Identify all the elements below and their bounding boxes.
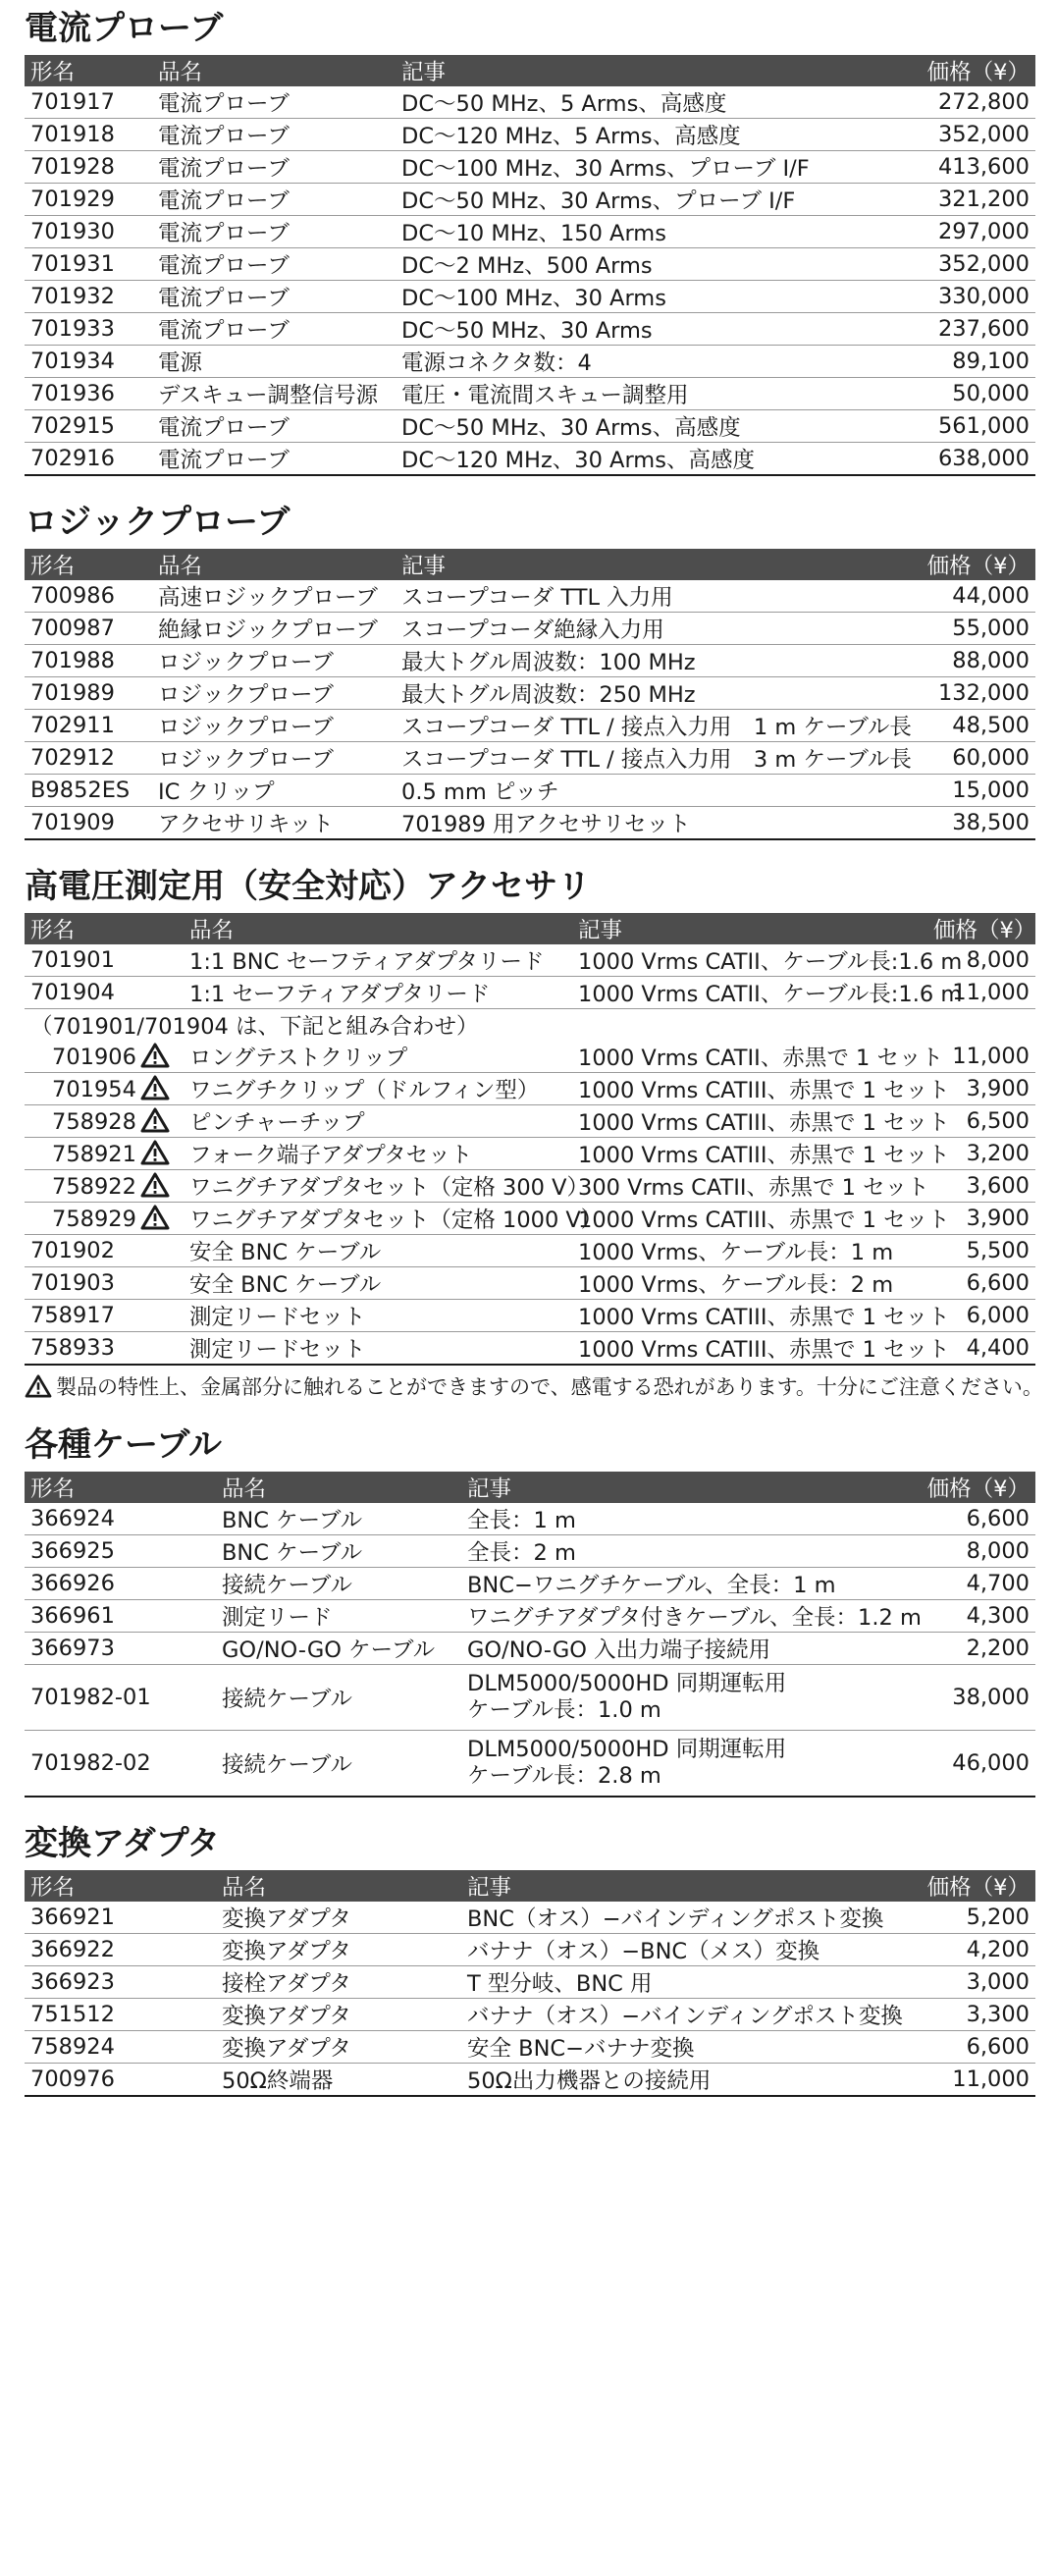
table-row	[25, 710, 1035, 742]
table-row	[25, 1138, 1035, 1170]
table-row	[25, 1902, 1035, 1934]
table-row	[25, 1170, 1035, 1203]
product-name: ロジックプローブ	[152, 710, 396, 742]
high-voltage-accessory-table	[25, 913, 1035, 1366]
model-number: 701982-02	[25, 1731, 216, 1798]
description-line-1: DLM5000/5000HD 同期運転用	[467, 1737, 787, 1762]
price: 413,600	[857, 151, 1035, 184]
description: 最大トグル周波数：250 MHz	[396, 677, 857, 710]
cable-table	[25, 1472, 1035, 1798]
product-name: 変換アダプタ	[216, 2031, 461, 2064]
description: 最大トグル周波数：100 MHz	[396, 645, 857, 677]
price: 5,200	[903, 1902, 1035, 1934]
table-row	[25, 1665, 1035, 1731]
product-name: 接続ケーブル	[216, 1731, 461, 1798]
price: 352,000	[857, 248, 1035, 281]
section-title: ロジックプローブ	[25, 503, 291, 542]
price: 48,500	[857, 710, 1035, 742]
col-header-description: 記事	[401, 554, 447, 579]
description-line-1: DLM5000/5000HD 同期運転用	[467, 1671, 787, 1696]
table-row	[25, 1999, 1035, 2031]
warning-triangle-icon	[140, 1140, 170, 1165]
table-row	[25, 677, 1035, 710]
catalog-page	[25, 0, 1043, 2097]
section-title: 電流プローブ	[25, 9, 224, 48]
section-title: 高電圧測定用（安全対応）アクセサリ	[25, 867, 591, 906]
product-name: ロジックプローブ	[152, 677, 396, 710]
description: 1000 Vrms、ケーブル長：1 m	[572, 1235, 927, 1267]
price: 55,000	[857, 613, 1035, 645]
col-header-name: 品名	[158, 60, 203, 85]
description: DC～2 MHz、500 Arms	[396, 248, 857, 281]
product-name: 50Ω終端器	[216, 2064, 461, 2097]
price: 8,000	[903, 1535, 1035, 1568]
col-header-price: 価格（¥）	[933, 918, 1036, 943]
col-header-price: 価格（¥）	[926, 60, 1030, 85]
model-number: 701917	[25, 86, 152, 119]
price: 132,000	[857, 677, 1035, 710]
table-row	[25, 1503, 1035, 1535]
product-name: ロングテストクリップ	[184, 1041, 572, 1073]
price: 561,000	[857, 410, 1035, 443]
price: 44,000	[857, 580, 1035, 613]
price: 5,500	[927, 1235, 1035, 1267]
model-number: 758917	[25, 1300, 184, 1332]
model-number: 366923	[25, 1966, 216, 1999]
warning-triangle-icon	[25, 1374, 52, 1398]
model-number-text: 701954	[52, 1077, 136, 1102]
table-row	[25, 281, 1035, 313]
model-number-text: 758922	[52, 1174, 136, 1200]
price: 6,600	[903, 1503, 1035, 1535]
col-header-model: 形名	[30, 918, 76, 943]
model-number: 701934	[25, 346, 152, 378]
model-number: 701988	[25, 645, 152, 677]
table-row	[25, 1300, 1035, 1332]
description: DC～120 MHz、5 Arms、高感度	[396, 119, 857, 151]
description: DC～50 MHz、30 Arms	[396, 313, 857, 346]
description: DC～50 MHz、30 Arms、高感度	[396, 410, 857, 443]
description: バナナ（オス）−BNC（メス）変換	[461, 1934, 903, 1966]
col-header-name: 品名	[158, 554, 203, 579]
model-number: 702911	[25, 710, 152, 742]
table-row	[25, 1235, 1035, 1267]
combo-note-row	[25, 1009, 1035, 1042]
product-name: ワニグチクリップ（ドルフィン型）	[184, 1073, 572, 1105]
description: DC～100 MHz、30 Arms	[396, 281, 857, 313]
model-number: 701982-01	[25, 1665, 216, 1731]
description: BNC（オス）−バインディングポスト変換	[461, 1902, 903, 1934]
table-row	[25, 1568, 1035, 1600]
model-number: 701929	[25, 184, 152, 216]
product-name: 安全 BNC ケーブル	[184, 1267, 572, 1300]
warning-triangle-icon	[140, 1205, 170, 1230]
price: 6,600	[903, 2031, 1035, 2064]
model-number: 701918	[25, 119, 152, 151]
table-row	[25, 775, 1035, 807]
price: 2,200	[903, 1633, 1035, 1665]
model-number	[25, 1041, 184, 1073]
description: 1000 Vrms、ケーブル長：2 m	[572, 1267, 927, 1300]
model-number-text: 758921	[52, 1142, 136, 1167]
model-number-text: 758928	[52, 1109, 136, 1135]
price: 3,000	[903, 1966, 1035, 1999]
model-number: 366924	[25, 1503, 216, 1535]
model-number: 701902	[25, 1235, 184, 1267]
table-row	[25, 977, 1035, 1009]
model-number	[25, 1170, 184, 1203]
model-number: 702915	[25, 410, 152, 443]
product-name: 絶縁ロジックプローブ	[152, 613, 396, 645]
description: 1000 Vrms CATII、ケーブル長:1.6 m	[572, 977, 927, 1009]
model-number: 701931	[25, 248, 152, 281]
price: 38,500	[857, 807, 1035, 840]
description: DC～50 MHz、30 Arms、プローブ I/F	[396, 184, 857, 216]
description: 300 Vrms CATII、赤黒で 1 セット	[572, 1170, 927, 1203]
col-header-description: 記事	[401, 60, 447, 85]
warning-triangle-icon	[140, 1172, 170, 1198]
table-header-row	[25, 549, 1035, 580]
product-name: 安全 BNC ケーブル	[184, 1235, 572, 1267]
price: 352,000	[857, 119, 1035, 151]
product-name: 電流プローブ	[152, 119, 396, 151]
product-name: 測定リードセット	[184, 1300, 572, 1332]
description: 安全 BNC−バナナ変換	[461, 2031, 903, 2064]
description: 電源コネクタ数：4	[396, 346, 857, 378]
description: スコープコーダ TTL 入力用	[396, 580, 857, 613]
table-row	[25, 313, 1035, 346]
model-number: B9852ES	[25, 775, 152, 807]
model-number: 701936	[25, 378, 152, 410]
description: 全長：2 m	[461, 1535, 903, 1568]
table-row	[25, 1332, 1035, 1366]
description: DC～120 MHz、30 Arms、高感度	[396, 443, 857, 476]
model-number: 366973	[25, 1633, 216, 1665]
table-row	[25, 346, 1035, 378]
model-number-text: 758929	[52, 1207, 136, 1232]
model-number: 702916	[25, 443, 152, 476]
price: 8,000	[927, 944, 1035, 977]
table-row	[25, 742, 1035, 775]
table-row	[25, 580, 1035, 613]
product-name: 変換アダプタ	[216, 1999, 461, 2031]
description	[461, 1665, 903, 1731]
table-row	[25, 410, 1035, 443]
price: 89,100	[857, 346, 1035, 378]
table-row	[25, 151, 1035, 184]
table-header-row	[25, 55, 1035, 86]
col-header-price: 価格（¥）	[926, 1476, 1030, 1502]
model-number: 701901	[25, 944, 184, 977]
warning-triangle-icon	[140, 1075, 170, 1100]
description: 1000 Vrms CATIII、赤黒で 1 セット	[572, 1332, 927, 1366]
model-number: 701928	[25, 151, 152, 184]
model-number-text: 701906	[52, 1045, 136, 1070]
model-number: 366926	[25, 1568, 216, 1600]
model-number: 701909	[25, 807, 152, 840]
table-header-row	[25, 1870, 1035, 1902]
price: 3,900	[927, 1203, 1035, 1235]
model-number	[25, 1073, 184, 1105]
description	[461, 1731, 903, 1798]
description: 電圧・電流間スキュー調整用	[396, 378, 857, 410]
description-line-2: ケーブル長：1.0 m	[467, 1697, 661, 1723]
table-row	[25, 807, 1035, 840]
model-number: 701904	[25, 977, 184, 1009]
description-line-2: ケーブル長：2.8 m	[467, 1763, 661, 1789]
description: 1000 Vrms CATIII、赤黒で 1 セット	[572, 1300, 927, 1332]
product-name: フォーク端子アダプタセット	[184, 1138, 572, 1170]
model-number: 366925	[25, 1535, 216, 1568]
product-name: アクセサリキット	[152, 807, 396, 840]
model-number: 700987	[25, 613, 152, 645]
table-row	[25, 1041, 1035, 1073]
model-number: 366922	[25, 1934, 216, 1966]
product-name: 接続ケーブル	[216, 1665, 461, 1731]
price: 6,000	[927, 1300, 1035, 1332]
model-number	[25, 1105, 184, 1138]
table-row	[25, 1535, 1035, 1568]
model-number: 758924	[25, 2031, 216, 2064]
description: 1000 Vrms CATIII、赤黒で 1 セット	[572, 1138, 927, 1170]
table-row	[25, 645, 1035, 677]
price: 11,000	[927, 1041, 1035, 1073]
table-row	[25, 1966, 1035, 1999]
table-row	[25, 248, 1035, 281]
price: 297,000	[857, 216, 1035, 248]
description: 1000 Vrms CATIII、赤黒で 1 セット	[572, 1073, 927, 1105]
model-number	[25, 1203, 184, 1235]
price: 272,800	[857, 86, 1035, 119]
adapter-table	[25, 1870, 1035, 2097]
description: 全長：1 m	[461, 1503, 903, 1535]
price: 6,600	[927, 1267, 1035, 1300]
table-row	[25, 2064, 1035, 2097]
table-row	[25, 86, 1035, 119]
price: 4,400	[927, 1332, 1035, 1366]
product-name: 電流プローブ	[152, 216, 396, 248]
product-name: 高速ロジックプローブ	[152, 580, 396, 613]
table-row	[25, 1934, 1035, 1966]
price: 6,500	[927, 1105, 1035, 1138]
table-row	[25, 119, 1035, 151]
description: DC～10 MHz、150 Arms	[396, 216, 857, 248]
col-header-model: 形名	[30, 554, 76, 579]
model-number: 701933	[25, 313, 152, 346]
table-row	[25, 1203, 1035, 1235]
product-name: 変換アダプタ	[216, 1934, 461, 1966]
product-name: 電流プローブ	[152, 410, 396, 443]
model-number: 702912	[25, 742, 152, 775]
price: 15,000	[857, 775, 1035, 807]
table-row	[25, 216, 1035, 248]
product-name: 接栓アダプタ	[216, 1966, 461, 1999]
safety-warning-text: 製品の特性上、金属部分に触れることができますので、感電する恐れがあります。十分にご注意ください。	[56, 1375, 1043, 1399]
product-name: ワニグチアダプタセット（定格 1000 V）	[184, 1203, 572, 1235]
description: スコープコーダ絶縁入力用	[396, 613, 857, 645]
price: 46,000	[903, 1731, 1035, 1798]
model-number: 701989	[25, 677, 152, 710]
model-number: 700976	[25, 2064, 216, 2097]
description: DC～50 MHz、5 Arms、高感度	[396, 86, 857, 119]
description: 0.5 mm ピッチ	[396, 775, 857, 807]
combo-note: （701901/701904 は、下記と組み合わせ）	[30, 1014, 479, 1040]
section-title: 変換アダプタ	[25, 1824, 221, 1863]
product-name: 電流プローブ	[152, 86, 396, 119]
product-name: BNC ケーブル	[216, 1535, 461, 1568]
product-name: 電流プローブ	[152, 184, 396, 216]
warning-triangle-icon	[140, 1043, 170, 1068]
logic-probe-table	[25, 549, 1035, 840]
model-number: 701932	[25, 281, 152, 313]
table-row	[25, 1633, 1035, 1665]
warning-triangle-icon	[140, 1107, 170, 1133]
description: T 型分岐、BNC 用	[461, 1966, 903, 1999]
table-row	[25, 1731, 1035, 1798]
col-header-description: 記事	[467, 1875, 512, 1901]
product-name: BNC ケーブル	[216, 1503, 461, 1535]
price: 3,200	[927, 1138, 1035, 1170]
price: 3,900	[927, 1073, 1035, 1105]
price: 38,000	[903, 1665, 1035, 1731]
description: バナナ（オス）−バインディングポスト変換	[461, 1999, 903, 2031]
table-header-row	[25, 1472, 1035, 1503]
price: 60,000	[857, 742, 1035, 775]
product-name: 電流プローブ	[152, 151, 396, 184]
price: 11,000	[903, 2064, 1035, 2097]
description: 1000 Vrms CATII、ケーブル長:1.6 m	[572, 944, 927, 977]
col-header-name: 品名	[222, 1875, 267, 1901]
price: 88,000	[857, 645, 1035, 677]
table-row	[25, 184, 1035, 216]
product-name: 電流プローブ	[152, 313, 396, 346]
description: ワニグチアダプタ付きケーブル、全長：1.2 m	[461, 1600, 903, 1633]
description: 1000 Vrms CATIII、赤黒で 1 セット	[572, 1203, 927, 1235]
col-header-price: 価格（¥）	[926, 1875, 1030, 1901]
description: GO/NO-GO 入出力端子接続用	[461, 1633, 903, 1665]
description: 1000 Vrms CATII、赤黒で 1 セット	[572, 1041, 927, 1073]
product-name: GO/NO-GO ケーブル	[216, 1633, 461, 1665]
table-row	[25, 2031, 1035, 2064]
product-name: ピンチャーチップ	[184, 1105, 572, 1138]
price: 4,300	[903, 1600, 1035, 1633]
product-name: 電源	[152, 346, 396, 378]
product-name: 1:1 BNC セーフティアダプタリード	[184, 944, 572, 977]
product-name: 電流プローブ	[152, 248, 396, 281]
product-name: 測定リード	[216, 1600, 461, 1633]
table-row	[25, 443, 1035, 476]
table-header-row	[25, 913, 1035, 944]
product-name: 電流プローブ	[152, 443, 396, 476]
table-row	[25, 613, 1035, 645]
price: 4,200	[903, 1934, 1035, 1966]
price: 11,000	[927, 977, 1035, 1009]
description: BNC−ワニグチケーブル、全長：1 m	[461, 1568, 903, 1600]
col-header-description: 記事	[578, 918, 623, 943]
table-row	[25, 1600, 1035, 1633]
model-number: 701930	[25, 216, 152, 248]
table-row	[25, 378, 1035, 410]
col-header-price: 価格（¥）	[926, 554, 1030, 579]
col-header-model: 形名	[30, 1875, 76, 1901]
price: 237,600	[857, 313, 1035, 346]
col-header-description: 記事	[467, 1476, 512, 1502]
table-row	[25, 944, 1035, 977]
product-name: ロジックプローブ	[152, 742, 396, 775]
description: 50Ω出力機器との接続用	[461, 2064, 903, 2097]
product-name: 1:1 セーフティアダプタリード	[184, 977, 572, 1009]
table-row	[25, 1073, 1035, 1105]
product-name: 電流プローブ	[152, 281, 396, 313]
model-number	[25, 1138, 184, 1170]
current-probe-table	[25, 55, 1035, 476]
price: 638,000	[857, 443, 1035, 476]
product-name: 接続ケーブル	[216, 1568, 461, 1600]
description: 701989 用アクセサリセット	[396, 807, 857, 840]
table-row	[25, 1105, 1035, 1138]
price: 50,000	[857, 378, 1035, 410]
price: 3,300	[903, 1999, 1035, 2031]
col-header-name: 品名	[222, 1476, 267, 1502]
col-header-name: 品名	[189, 918, 235, 943]
product-name: ロジックプローブ	[152, 645, 396, 677]
price: 330,000	[857, 281, 1035, 313]
description: 1000 Vrms CATIII、赤黒で 1 セット	[572, 1105, 927, 1138]
product-name: 変換アダプタ	[216, 1902, 461, 1934]
price: 3,600	[927, 1170, 1035, 1203]
model-number: 700986	[25, 580, 152, 613]
model-number: 701903	[25, 1267, 184, 1300]
description: スコープコーダ TTL / 接点入力用 1 m ケーブル長	[396, 710, 857, 742]
description: DC～100 MHz、30 Arms、プローブ I/F	[396, 151, 857, 184]
product-name: ワニグチアダプタセット（定格 300 V）	[184, 1170, 572, 1203]
price: 4,700	[903, 1568, 1035, 1600]
model-number: 366921	[25, 1902, 216, 1934]
model-number: 758933	[25, 1332, 184, 1366]
description: スコープコーダ TTL / 接点入力用 3 m ケーブル長	[396, 742, 857, 775]
model-number: 751512	[25, 1999, 216, 2031]
section-title: 各種ケーブル	[25, 1425, 222, 1465]
col-header-model: 形名	[30, 60, 76, 85]
model-number: 366961	[25, 1600, 216, 1633]
table-row	[25, 1267, 1035, 1300]
product-name: IC クリップ	[152, 775, 396, 807]
col-header-model: 形名	[30, 1476, 76, 1502]
safety-warning-note	[25, 1371, 1043, 1401]
product-name: デスキュー調整信号源	[152, 378, 396, 410]
price: 321,200	[857, 184, 1035, 216]
product-name: 測定リードセット	[184, 1332, 572, 1366]
